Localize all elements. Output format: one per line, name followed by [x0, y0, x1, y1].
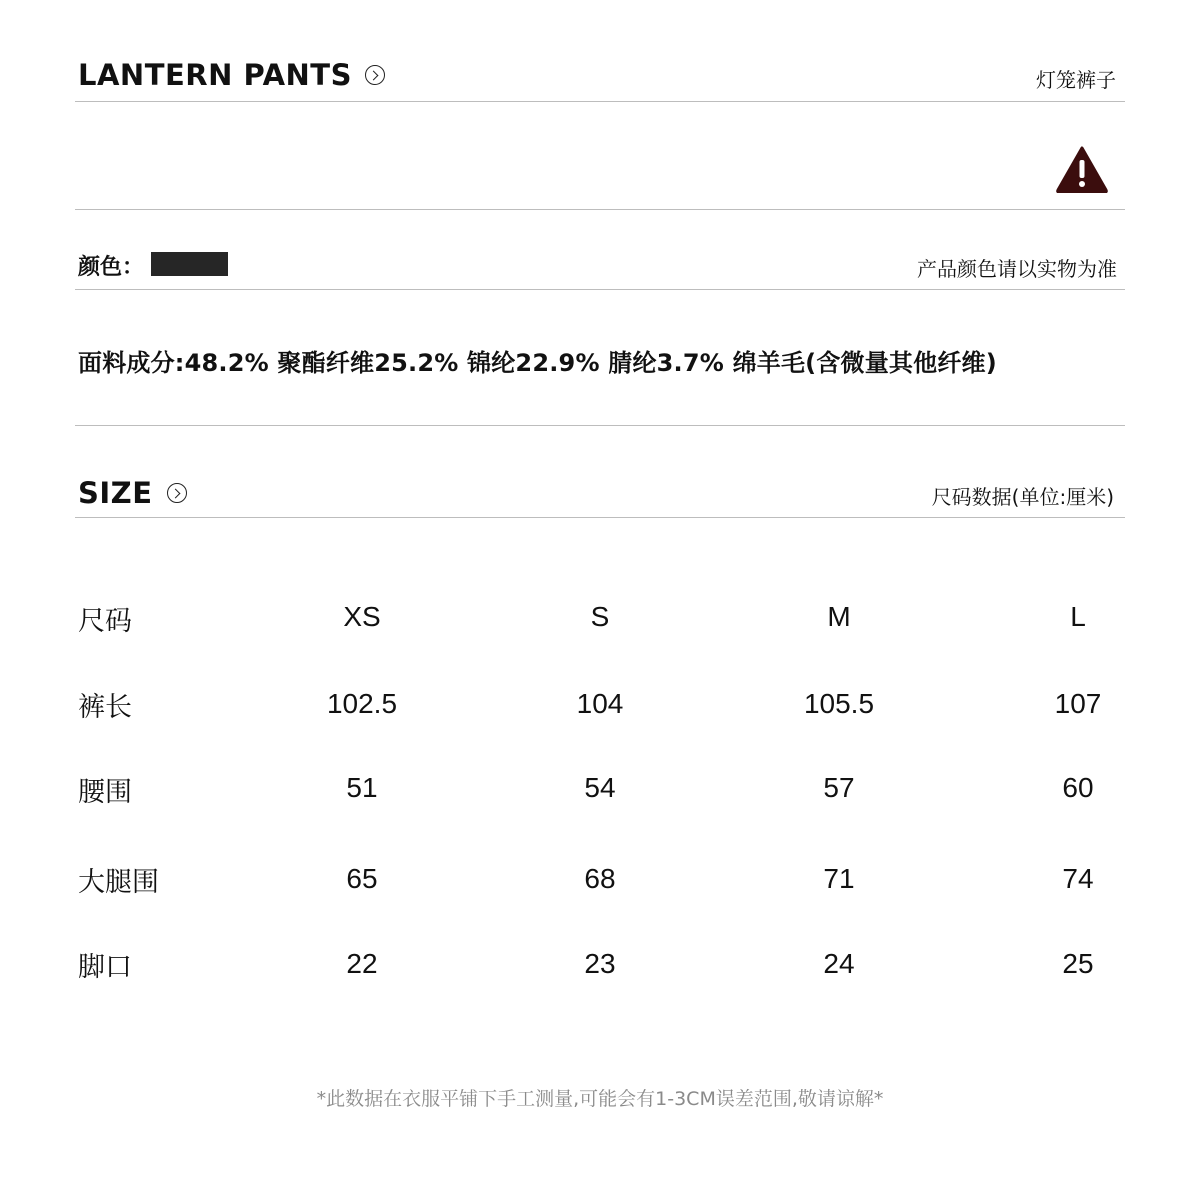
- table-cell: 25: [1062, 948, 1094, 979]
- page-title: [78, 58, 385, 92]
- color-label: 颜色：: [78, 255, 145, 280]
- chevron-right-icon[interactable]: [167, 483, 187, 503]
- warning-triangle-icon: [1055, 145, 1109, 193]
- table-cell: 22: [346, 948, 378, 979]
- table-cell: 105.5: [803, 688, 875, 719]
- table-header-size: M: [827, 601, 851, 632]
- table-cell: 104: [576, 688, 624, 719]
- table-cell: 71: [823, 863, 855, 894]
- page-title-text: LANTERN PANTS: [78, 58, 352, 92]
- table-cell: 74: [1062, 863, 1094, 894]
- table-cell: 60: [1062, 772, 1094, 803]
- divider: [75, 517, 1125, 518]
- table-row-label: 脚口: [78, 952, 132, 983]
- divider: [75, 289, 1125, 290]
- page-subtitle: 灯笼裤子: [1036, 68, 1116, 92]
- table-cell: 54: [584, 772, 616, 803]
- size-section-title: [78, 476, 187, 510]
- table-header-size: XS: [343, 601, 381, 632]
- table-cell: 24: [823, 948, 855, 979]
- fabric-composition: 面料成分:48.2% 聚酯纤维25.2% 锦纶22.9% 腈纶3.7% 绵羊毛(含微量其他纤维): [78, 349, 997, 377]
- size-title-text: SIZE: [78, 476, 153, 510]
- table-header-size: S: [590, 601, 610, 632]
- table-row-label: 腰围: [78, 777, 132, 808]
- table-header-size: L: [1070, 601, 1086, 632]
- color-swatch: [151, 252, 228, 276]
- table-row-label: 大腿围: [78, 867, 159, 898]
- table-header-label: 尺码: [78, 606, 132, 637]
- measurement-footnote: *此数据在衣服平铺下手工测量,可能会有1-3CM误差范围,敬请谅解*: [316, 1088, 884, 1110]
- chevron-right-icon[interactable]: [365, 65, 385, 85]
- table-cell: 102.5: [326, 688, 398, 719]
- table-cell: 65: [346, 863, 378, 894]
- table-cell: 68: [584, 863, 616, 894]
- table-cell: 107: [1054, 688, 1102, 719]
- size-unit-note: 尺码数据(单位:厘米): [931, 485, 1114, 509]
- table-cell: 23: [584, 948, 616, 979]
- color-note: 产品颜色请以实物为准: [917, 257, 1117, 281]
- table-cell: 57: [823, 772, 855, 803]
- table-row-label: 裤长: [78, 692, 132, 723]
- divider: [75, 425, 1125, 426]
- divider: [75, 101, 1125, 102]
- table-cell: 51: [346, 772, 378, 803]
- divider: [75, 209, 1125, 210]
